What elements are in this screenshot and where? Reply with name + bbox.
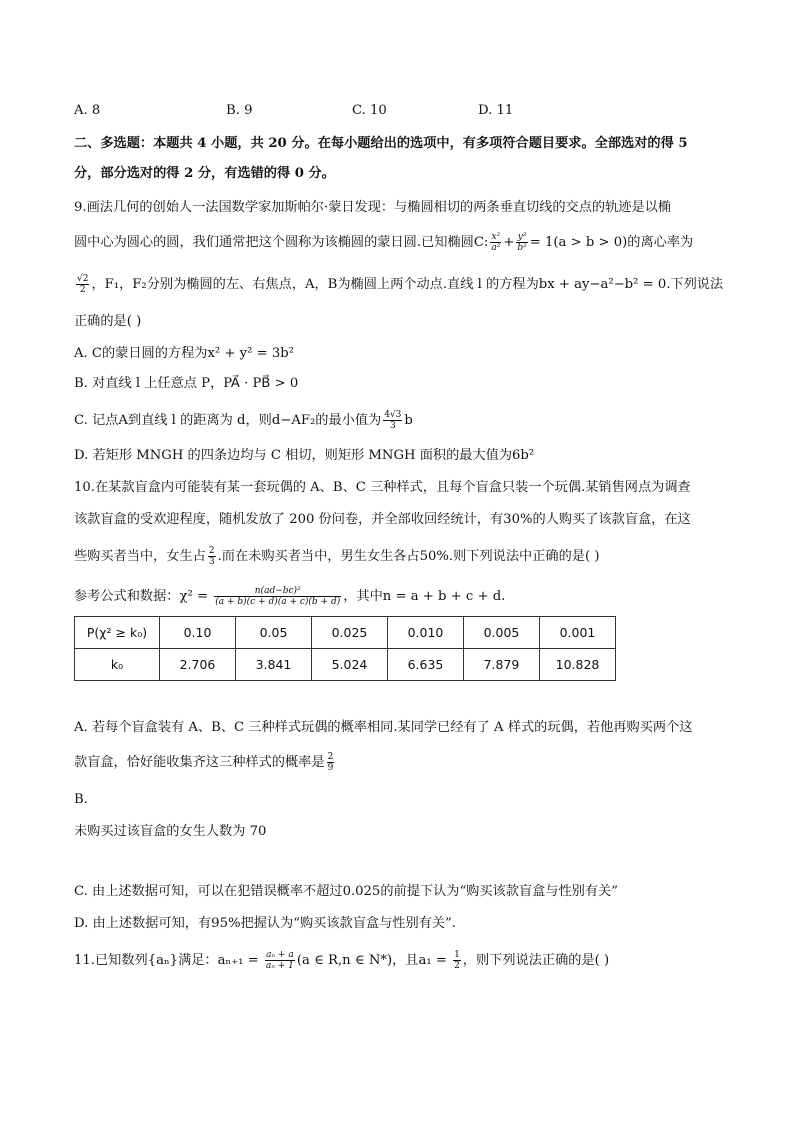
q9-option-d: D. 若矩形 MNGH 的四条边均与 C 相切，则矩形 MNGH 面积的最大值为6b² — [74, 448, 535, 463]
table-cell: 5.024 — [312, 649, 388, 681]
q11-stem-mid: (a ∈ R,n ∈ N*)，且a₁ = — [296, 953, 452, 968]
table-row-probability — [75, 617, 616, 649]
prev-option-d: D. 11 — [478, 103, 514, 118]
q11-a1-fraction: $\frac{1}{2}$ — [454, 950, 460, 971]
q10-chi-square-fraction: $\frac{\text{n(ad−bc)²}}{(a + b)(c + d)(a + c)(b + d)}$ — [215, 586, 341, 607]
q11-recurrence-fraction: $\frac{\text{aₙ + a}}{\text{aₙ + 1}}$ — [265, 950, 294, 971]
q9-option-c — [74, 410, 413, 431]
table-cell: 6.635 — [388, 649, 464, 681]
prev-option-c: C. 10 — [352, 103, 387, 118]
q9-option-c-fraction: $\frac{4√3}{3}$ — [384, 410, 402, 431]
q9-ellipse-x-fraction: $\frac{\text{x²}}{\text{a²}}$ — [491, 232, 501, 253]
table-cell: 0.05 — [236, 617, 312, 649]
q10-formula-tail: ，其中n = a + b + c + d. — [343, 589, 506, 604]
q10-option-a-line1: A. 若每个盲盒装有 A、B、C 三种样式玩偶的概率相同.某同学已经有了 A 样式的玩偶，若他再购买两个这 — [74, 720, 693, 735]
q10-option-b-label: B. — [74, 792, 88, 807]
q10-stem-line3 — [74, 546, 599, 567]
chi-square-reference-table — [74, 616, 616, 681]
q10-option-d: D. 由上述数据可知，有95%把握认为“购买该款盲盒与性别有关”. — [74, 916, 456, 931]
section-heading-line2: 分，部分选对的得 2 分，有选错的得 0 分。 — [74, 166, 335, 181]
q11-stem — [74, 950, 609, 971]
q10-option-a-line2 — [74, 752, 336, 773]
q10-option-a-fraction: $\frac{2}{9}$ — [327, 752, 334, 773]
table-cell: 2.706 — [160, 649, 236, 681]
q10-stem-line3-text: 些购买者当中，女生占 — [74, 549, 206, 564]
table-cell: 10.828 — [540, 649, 616, 681]
q9-stem-line2: 圆中心为圆心的圆，我们通常把这个圆称为该椭圆的蒙日圆.已知椭圆C: $\frac{\text{x²}}{\text{a²}}$ + $\frac{\text{y²}}{\text{b²}}$ = 1(a > b > 0)的离心率为 — [74, 232, 694, 253]
q9-stem-line2-text: 圆中心为圆心的圆，我们通常把这个圆称为该椭圆的蒙日圆.已知椭圆C: — [74, 235, 489, 250]
q9-option-a: A. C的蒙日圆的方程为x² + y² = 3b² — [74, 346, 294, 361]
q9-stem-line3 — [74, 274, 723, 295]
q9-stem-line4: 正确的是( ) — [74, 314, 142, 329]
table-cell: 0.005 — [464, 617, 540, 649]
q9-ellipse-y-fraction: $\frac{\text{y²}}{\text{b²}}$ — [517, 232, 527, 253]
q10-option-b-text: 未购买过该盲盒的女生人数为 70 — [74, 824, 267, 839]
section-heading-line1: 二、多选题：本题共 4 小题，共 20 分。在每小题给出的选项中，有多项符合题目要求。全部选对的得 5 — [74, 136, 688, 151]
table-cell: 0.001 — [540, 617, 616, 649]
q10-option-a-line2-text: 款盲盒，恰好能收集齐这三种样式的概率是 — [74, 755, 325, 770]
q9-option-b: B. 对直线 l 上任意点 P，PA⃗ · PB⃗ > 0 — [74, 376, 299, 391]
prev-option-b: B. 9 — [226, 103, 253, 118]
prev-option-a: A. 8 — [74, 103, 101, 118]
q11-stem-text: 11.已知数列{aₙ}满足：aₙ₊₁ = — [74, 953, 263, 968]
table-header-probability: P(χ² ≥ k₀) — [75, 617, 160, 649]
q9-stem-line3-text: ，F₁，F₂分别为椭圆的左、右焦点，A，B为椭圆上两个动点.直线 l 的方程为bx + ay−a²−b² = 0.下列说法 — [91, 277, 724, 292]
q10-option-c: C. 由上述数据可知，可以在犯错误概率不超过0.025的前提下认为“购买该款盲盒与性别有关” — [74, 884, 618, 899]
q9-stem-line1: 9.画法几何的创始人一法国数学家加斯帕尔·蒙日发现：与椭圆相切的两条垂直切线的交点的轨迹是以椭 — [74, 200, 672, 215]
q9-option-c-text: C. 记点A到直线 l 的距离为 d，则d−AF₂的最小值为 — [74, 413, 382, 428]
q10-formula-label: 参考公式和数据：χ² = — [74, 589, 213, 604]
q9-option-c-tail: b — [404, 413, 413, 428]
table-row-critical-value — [75, 649, 616, 681]
table-cell: 0.010 — [388, 617, 464, 649]
table-cell: 0.10 — [160, 617, 236, 649]
q10-stem-line1: 10.在某款盲盒内可能装有某一套玩偶的 A、B、C 三种样式，且每个盲盒只装一个玩偶.某销售网点为调查 — [74, 480, 691, 495]
q10-formula — [74, 586, 505, 607]
table-cell: 7.879 — [464, 649, 540, 681]
q9-stem-line2-tail: = 1(a > b > 0)的离心率为 — [529, 235, 694, 250]
table-header-k0: k₀ — [75, 649, 160, 681]
q9-eccentricity-fraction: $\frac{√2}{2}$ — [77, 274, 89, 295]
q10-female-fraction: $\frac{2}{3}$ — [208, 546, 215, 567]
table-cell: 0.025 — [312, 617, 388, 649]
q11-stem-tail: ，则下列说法正确的是( ) — [462, 953, 610, 968]
q10-stem-line3-tail: .而在未购买者当中，男生女生各占50%.则下列说法中正确的是( ) — [217, 549, 600, 564]
q10-stem-line2: 该款盲盒的受欢迎程度，随机发放了 200 份问卷，并全部收回经统计，有30%的人购买了该款盲盒，在这 — [74, 512, 691, 527]
table-cell: 3.841 — [236, 649, 312, 681]
